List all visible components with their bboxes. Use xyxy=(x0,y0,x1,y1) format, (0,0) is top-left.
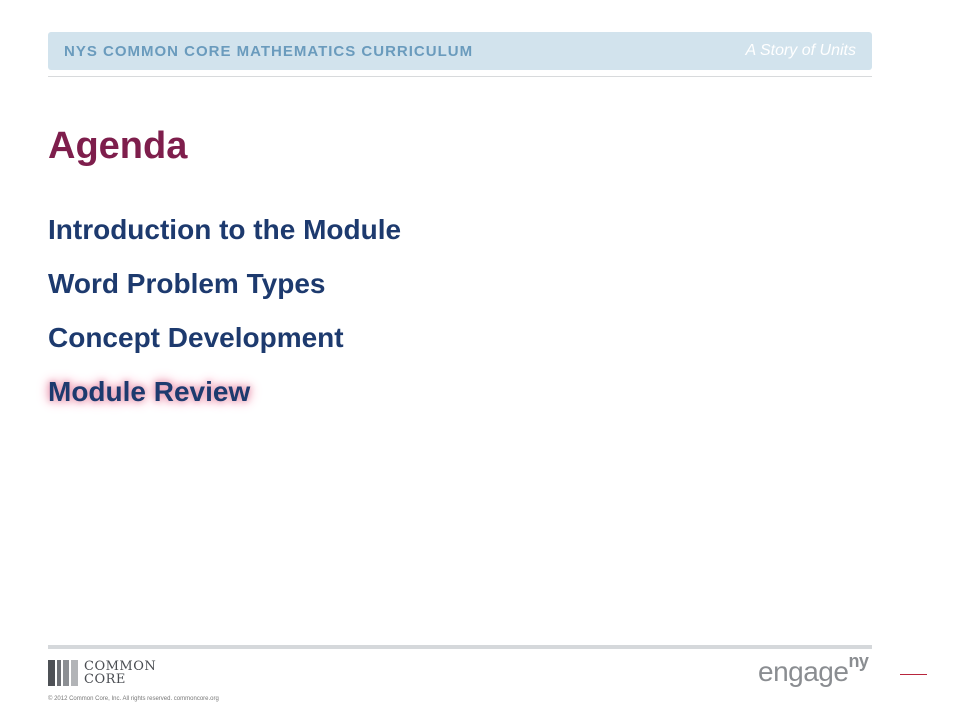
curriculum-label: NYS COMMON CORE MATHEMATICS CURRICULUM xyxy=(64,43,474,60)
agenda-item xyxy=(48,212,401,266)
agenda-item-label: Introduction to the Module xyxy=(48,214,402,245)
accent-line xyxy=(900,674,927,675)
header-divider xyxy=(48,76,872,77)
logo-line-1: COMMON xyxy=(84,659,157,674)
series-label: A Story of Units xyxy=(745,42,856,59)
footer-divider xyxy=(48,645,872,649)
engage-ny-logo-icon xyxy=(758,651,869,688)
engage-ny-superscript: ny xyxy=(848,651,869,671)
agenda-item xyxy=(48,266,401,320)
slide-title: Agenda xyxy=(48,125,188,167)
engage-wordmark: engage xyxy=(758,656,849,687)
common-core-logo-icon xyxy=(48,660,188,688)
agenda-item-label: Word Problem Types xyxy=(48,268,326,299)
agenda-item-label: Module Review xyxy=(48,376,251,407)
common-core-bars-icon xyxy=(48,660,78,686)
common-core-wordmark xyxy=(84,660,156,686)
agenda-item-label: Concept Development xyxy=(48,322,344,353)
agenda-item xyxy=(48,320,401,374)
header-bar xyxy=(48,32,872,70)
agenda-item-highlighted xyxy=(48,374,401,428)
copyright-text: © 2012 Common Core, Inc. All rights reserved. commoncore.org xyxy=(48,696,219,702)
logo-line-2: CORE xyxy=(84,672,126,687)
agenda-list xyxy=(48,212,401,428)
